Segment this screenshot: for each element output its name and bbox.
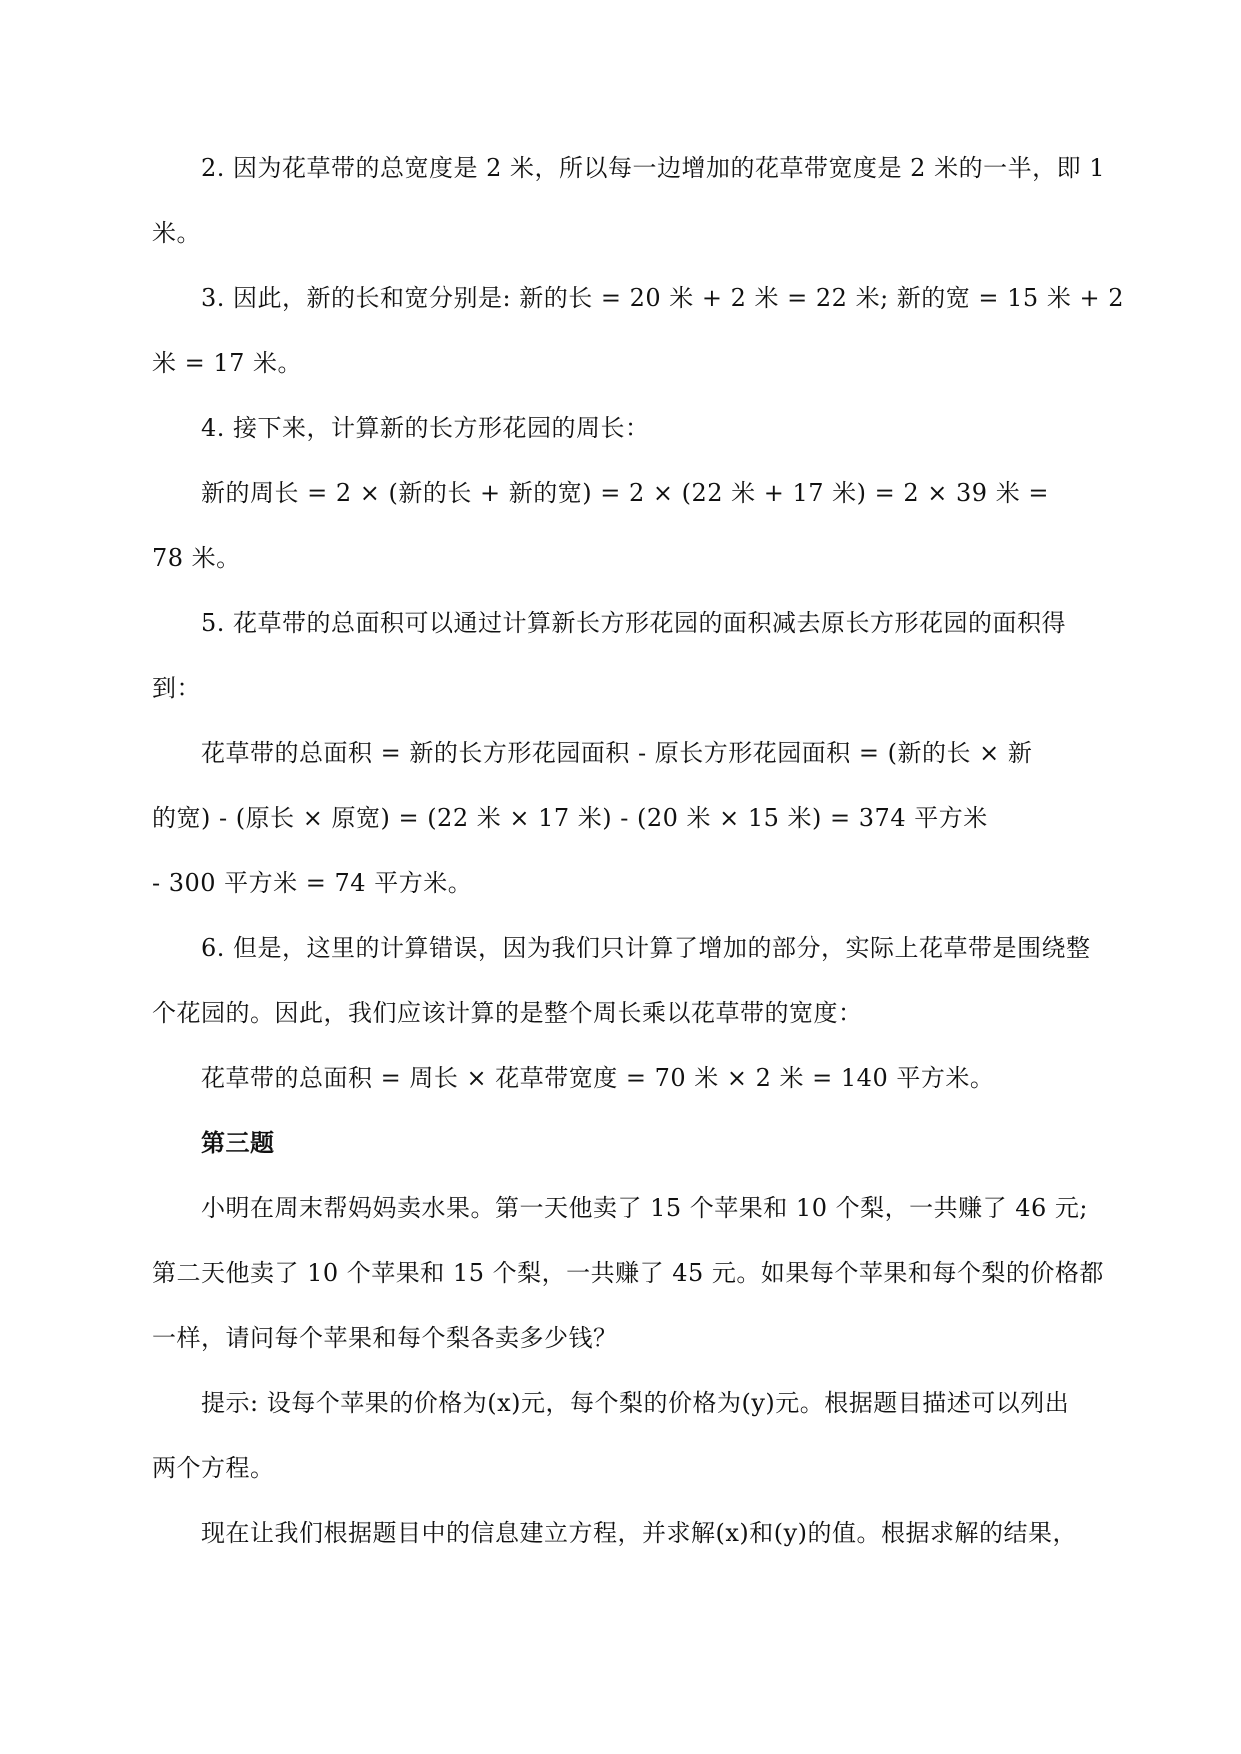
hint-line-1: 提示: 设每个苹果的价格为(x)元，每个梨的价格为(y)元。根据题目描述可以列出	[201, 1389, 1070, 1417]
section-heading: 第三题	[201, 1128, 275, 1157]
step-3-line-1: 3. 因此，新的长和宽分别是: 新的长 = 20 米 + 2 米 = 22 米; 新的宽 = 15 米 + 2	[201, 284, 1124, 312]
area-formula-line-1: 花草带的总面积 = 新的长方形花园面积 - 原长方形花园面积 = (新的长 × 新	[201, 739, 1033, 767]
problem-line-3: 一样，请问每个苹果和每个梨各卖多少钱？	[152, 1324, 618, 1352]
step-6-line-2: 个花园的。因此，我们应该计算的是整个周长乘以花草带的宽度：	[152, 999, 863, 1027]
step-6-line-1: 6. 但是，这里的计算错误，因为我们只计算了增加的部分，实际上花草带是围绕整	[201, 934, 1091, 962]
corrected-area-formula: 花草带的总面积 = 周长 × 花草带宽度 = 70 米 × 2 米 = 140 平方米。	[201, 1064, 995, 1092]
area-formula-line-2: 的宽) - (原长 × 原宽) = (22 米 × 17 米) - (20 米 × 15 米) = 374 平方米	[152, 804, 988, 832]
solution-intro-line: 现在让我们根据题目中的信息建立方程，并求解(x)和(y)的值。根据求解的结果，	[201, 1519, 1078, 1547]
step-5-line-1: 5. 花草带的总面积可以通过计算新长方形花园的面积减去原长方形花园的面积得	[201, 609, 1067, 637]
step-3-line-2: 米 = 17 米。	[152, 349, 303, 377]
hint-line-2: 两个方程。	[152, 1454, 275, 1482]
perimeter-formula-line-1: 新的周长 = 2 × (新的长 + 新的宽) = 2 × (22 米 + 17 米) = 2 × 39 米 =	[201, 479, 1049, 507]
step-5-line-2: 到：	[152, 674, 201, 702]
problem-line-2: 第二天他卖了 10 个苹果和 15 个梨，一共赚了 45 元。如果每个苹果和每个梨的价格都	[152, 1259, 1104, 1287]
step-4-line-1: 4. 接下来，计算新的长方形花园的周长：	[201, 414, 650, 442]
step-2-line-1: 2. 因为花草带的总宽度是 2 米，所以每一边增加的花草带宽度是 2 米的一半，即 1	[201, 154, 1105, 182]
perimeter-formula-line-2: 78 米。	[152, 544, 241, 572]
problem-line-1: 小明在周末帮妈妈卖水果。第一天他卖了 15 个苹果和 10 个梨，一共赚了 46 元;	[201, 1194, 1088, 1222]
area-formula-line-3: - 300 平方米 = 74 平方米。	[152, 869, 473, 897]
step-2-line-2: 米。	[152, 219, 201, 247]
